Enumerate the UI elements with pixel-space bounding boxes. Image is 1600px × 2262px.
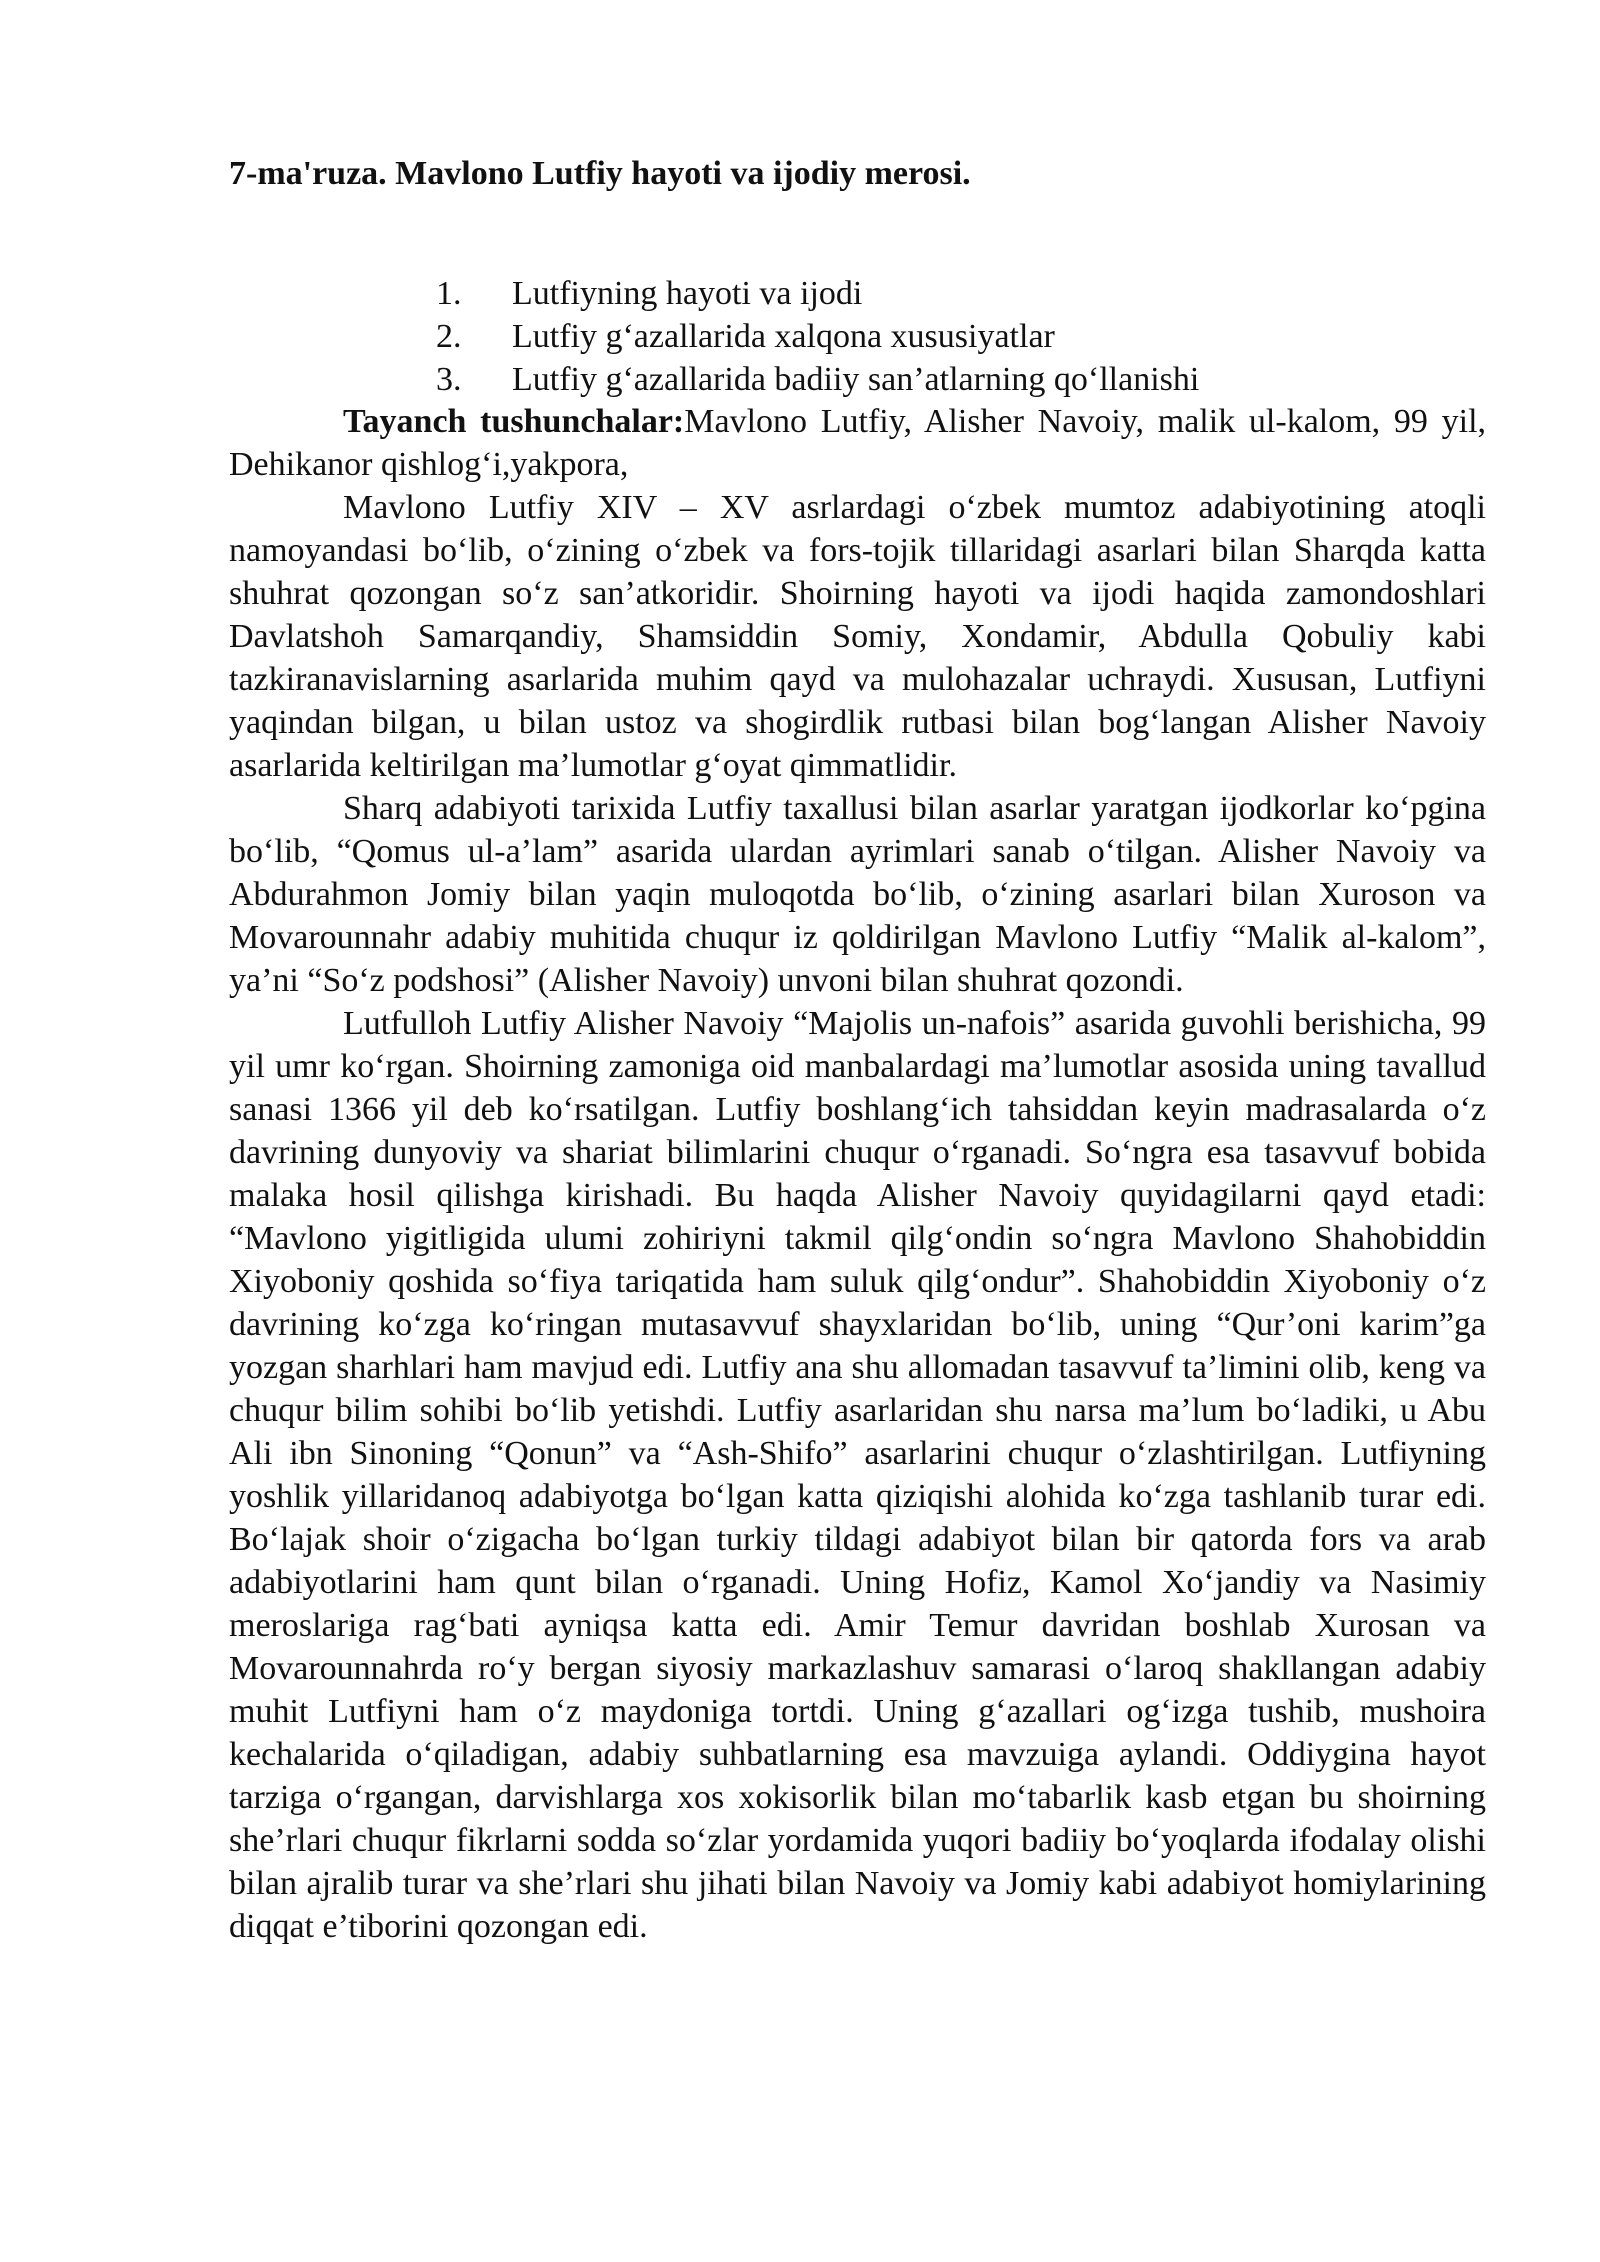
topic-text: Lutfiyning hayoti va ijodi	[512, 275, 863, 312]
keywords-paragraph	[229, 400, 1486, 486]
topic-item	[436, 315, 1436, 358]
body-paragraph: Lutfulloh Lutfiy Alisher Navoiy “Majolis un-nafois” asarida guvohli berishicha, 99 yil umr ko‘rgan. Shoirning zamoniga oid manbalardagi ma’lumotlar asosida uning tavallud sanasi 1366 yil deb ko‘rsatilgan. Lutfiy boshlang‘ich tahsiddan keyin madrasalarda o‘z davrining dunyoviy va shariat bilimlarini chuqur o‘rganadi. So‘ngra esa tasavvuf bobida malaka hosil qilishga kirishadi. Bu haqda Alisher Navoiy quyidagilarni qayd etadi: “Mavlono yigitligida ulumi zohiriyni takmil qilg‘ondin so‘ngra Mavlono Shahobiddin Xiyoboniy qoshida so‘fiya tariqatida ham suluk qilg‘ondur”. Shahobiddin Xiyoboniy o‘z davrining ko‘zga ko‘ringan mutasavvuf shayxlaridan bo‘lib, uning “Qur’oni karim”ga yozgan sharhlari ham mavjud edi. Lutfiy ana shu allomadan tasavvuf ta’limini olib, keng va chuqur bilim sohibi bo‘lib yetishdi. Lutfiy asarlaridan shu narsa ma’lum bo‘ladiki, u Abu Ali ibn Sinoning “Qonun” va “Ash-Shifo” asarlarini chuqur o‘zlashtirilgan. Lutfiyning yoshlik yillaridanoq adabiyotga bo‘lgan katta qiziqishi alohida ko‘zga tashlanib turar edi. Bo‘lajak shoir o‘zigacha bo‘lgan turkiy tildagi adabiyot bilan bir qatorda fors va arab adabiyotlarini ham qunt bilan o‘rganadi. Uning Hofiz, Kamol Xo‘jandiy va Nasimiy meroslariga rag‘bati ayniqsa katta edi. Amir Temur davridan boshlab Xurosan va Movarounnahrda ro‘y bergan siyosiy markazlashuv samarasi o‘laroq shakllangan adabiy muhit Lutfiyni ham o‘z maydoniga tortdi. Uning g‘azallari og‘izga tushib, mushoira kechalarida o‘qiladigan, adabiy suhbatlarning esa mavzuiga aylandi. Oddiygina hayot tarziga o‘rgangan, darvishlarga xos xokisorlik bilan mo‘tabarlik kasb etgan bu shoirning she’rlari chuqur fikrlarni sodda so‘zlar yordamida yuqori badiiy bo‘yoqlarda ifodalay olishi bilan ajralib turar va she’rlari shu jihati bilan Navoiy va Jomiy kabi adabiyot homiylarining diqqat e’tiborini qozongan edi.	[229, 1005, 1486, 1945]
topic-item	[436, 358, 1436, 401]
keywords-text: Mavlono Lutfiy, Alisher Navoiy, malik ul-kalom, 99 yil, Dehikanor qishlog‘i,yakpora,	[229, 403, 1487, 483]
topic-text: Lutfiy g‘azallarida badiiy san’atlarning qo‘llanishi	[512, 361, 1200, 398]
lecture-title: 7-ma'ruza. Mavlono Lutfiy hayoti va ijodiy merosi.	[229, 155, 971, 192]
topic-list	[436, 272, 1436, 401]
keywords-label: Tayanch tushunchalar:	[343, 403, 685, 440]
topic-text: Lutfiy g‘azallarida xalqona xususiyatlar	[512, 318, 1055, 355]
topic-number: 1.	[436, 275, 462, 312]
body-paragraph: Sharq adabiyoti tarixida Lutfiy taxallusi bilan asarlar yaratgan ijodkorlar ko‘pgina bo‘lib, “Qomus ul-a’lam” asarida ulardan ayrimlari sanab o‘tilgan. Alisher Navoiy va Abdurahmon Jomiy bilan yaqin muloqotda bo‘lib, o‘zining asarlari bilan Xuroson va Movarounnahr adabiy muhitida chuqur iz qoldirilgan Mavlono Lutfiy “Malik al-kalom”, ya’ni “So‘z podshosi” (Alisher Navoiy) unvoni bilan shuhrat qozondi.	[229, 790, 1486, 999]
body-text	[229, 400, 1486, 1948]
body-paragraph: Mavlono Lutfiy XIV – XV asrlardagi o‘zbek mumtoz adabiyotining atoqli namoyandasi bo‘lib, o‘zining o‘zbek va fors-tojik tillaridagi asarlari bilan Sharqda katta shuhrat qozongan so‘z san’atkoridir. Shoirning hayoti va ijodi haqida zamondoshlari Davlatshoh Samarqandiy, Shamsiddin Somiy, Xondamir, Abdulla Qobuliy kabi tazkiranavislarning asarlarida muhim qayd va mulohazalar uchraydi. Xususan, Lutfiyni yaqindan bilgan, u bilan ustoz va shogirdlik rutbasi bilan bog‘langan Alisher Navoiy asarlarida keltirilgan ma’lumotlar g‘oyat qimmatlidir.	[229, 489, 1486, 784]
topic-number: 3.	[436, 361, 462, 398]
topic-number: 2.	[436, 318, 462, 355]
topic-item	[436, 272, 1436, 315]
